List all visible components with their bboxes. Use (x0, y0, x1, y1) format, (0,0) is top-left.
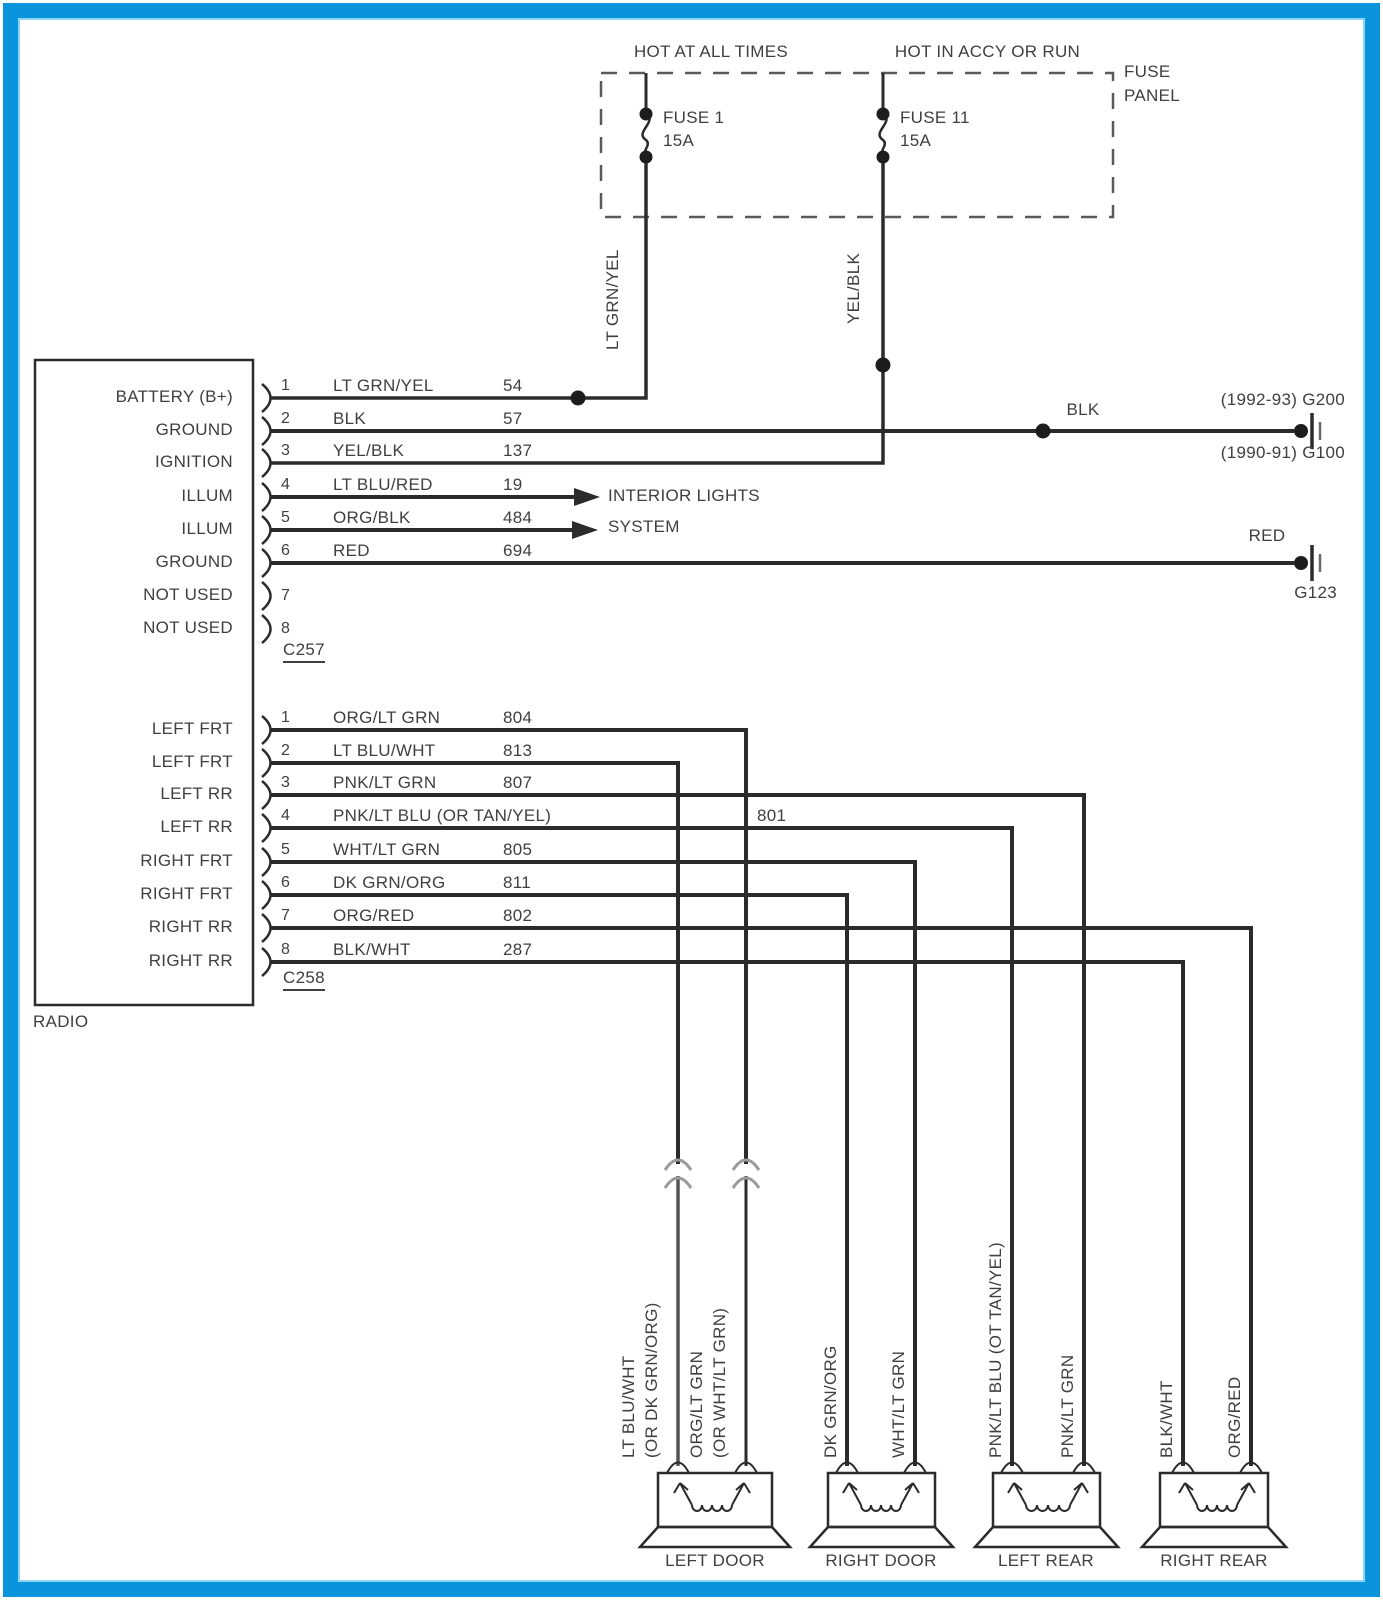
c257-ckt-1: 54 (503, 376, 523, 395)
c258-color-3: PNK/LT GRN (333, 773, 437, 792)
c257-fn-8: NOT USED (143, 618, 233, 637)
c258-pin-2: 2 (281, 742, 291, 759)
radio-label: RADIO (33, 1012, 89, 1031)
wire-org-red-802 (271, 928, 1251, 1466)
c258-fn-5: RIGHT FRT (140, 851, 233, 870)
c258-ckt-2: 813 (503, 741, 533, 760)
junction-dots (571, 108, 1051, 439)
c257-color-5: ORG/BLK (333, 508, 411, 527)
c257-fn-3: IGNITION (155, 452, 233, 471)
c258-color-8: BLK/WHT (333, 940, 411, 959)
c257-color-1: LT GRN/YEL (333, 376, 434, 395)
c257-pin-7: 7 (281, 587, 291, 604)
c257-pin-4: 4 (281, 476, 291, 493)
hot-in-accy-label: HOT IN ACCY OR RUN (894, 42, 1081, 61)
connector-c258-label: C258 (283, 968, 325, 991)
c257-fn-4: ILLUM (181, 486, 233, 505)
c257-ckt-2: 57 (503, 409, 523, 428)
blk-wire-label: BLK (1066, 400, 1100, 419)
c258-fn-4: LEFT RR (160, 817, 233, 836)
c258-color-2: LT BLU/WHT (333, 741, 436, 760)
speaker-left-rear-symbol (975, 1463, 1118, 1548)
c258-ckt-1: 804 (503, 708, 533, 727)
c257-wires (271, 431, 1294, 563)
wire-dk-grn-org-811 (271, 895, 847, 1466)
c257-ckt-4: 19 (503, 475, 523, 494)
c257-pin-3: 3 (281, 442, 291, 459)
ground-symbol-g123 (1294, 545, 1320, 581)
red-wire-label: RED (1248, 526, 1286, 545)
fuse1-rating: 15A (663, 131, 695, 150)
c258-pin-4: 4 (281, 807, 291, 824)
c257-pin-2: 2 (281, 410, 291, 427)
c257-pin-1: 1 (281, 377, 291, 394)
right-door-wire1-label: DK GRN/ORG (821, 1345, 840, 1458)
interior-lights-arrows (572, 488, 600, 539)
c258-fn-7: RIGHT RR (148, 917, 233, 936)
c257-ckt-5: 484 (503, 508, 533, 527)
left-door-wire2-label-line2: (OR WHT/LT GRN) (710, 1307, 729, 1458)
c258-fn-2: LEFT FRT (151, 752, 233, 771)
c257-ckt-3: 137 (503, 441, 533, 460)
c258-pin-5: 5 (281, 841, 291, 858)
connector-c258-brackets (262, 716, 271, 976)
right-door-wire2-label: WHT/LT GRN (889, 1350, 908, 1458)
c258-pin-6: 6 (281, 874, 291, 891)
c258-color-4: PNK/LT BLU (OR TAN/YEL) (333, 806, 552, 825)
right-rear-wire1-label: BLK/WHT (1157, 1380, 1176, 1458)
c257-color-4: LT BLU/RED (333, 475, 433, 494)
c258-fn-1: LEFT FRT (151, 719, 233, 738)
c258-color-5: WHT/LT GRN (333, 840, 441, 859)
c258-ckt-3: 807 (503, 773, 533, 792)
left-door-wire1-label-line2: (OR DK GRN/ORG) (642, 1302, 661, 1458)
interior-lights-label-line1: INTERIOR LIGHTS (608, 486, 760, 505)
c258-fn-6: RIGHT FRT (140, 884, 233, 903)
fuse11-name: FUSE 11 (900, 108, 970, 127)
c257-ckt-6: 694 (503, 541, 533, 560)
c258-fn-3: LEFT RR (160, 784, 233, 803)
c258-color-7: ORG/RED (333, 906, 415, 925)
ground-g123-label: G123 (1294, 583, 1337, 602)
c258-ckt-5: 805 (503, 840, 533, 859)
speaker-left-door-label: LEFT DOOR (665, 1551, 765, 1570)
ground-g200-label: (1992-93) G200 (1220, 390, 1345, 409)
c257-color-6: RED (333, 541, 370, 560)
c257-fn-6: GROUND (155, 552, 233, 571)
c258-color-1: ORG/LT GRN (333, 708, 441, 727)
left-rear-wire1-label: PNK/LT BLU (OT TAN/YEL) (986, 1242, 1005, 1458)
c258-pin-3: 3 (281, 774, 291, 791)
c257-pin-8: 8 (281, 620, 291, 637)
fuse-panel-label-line2: PANEL (1124, 86, 1180, 105)
fuse1-symbol (271, 73, 649, 398)
right-rear-wire2-label: ORG/RED (1225, 1376, 1244, 1458)
c257-fn-5: ILLUM (181, 519, 233, 538)
speaker-right-door-label: RIGHT DOOR (825, 1551, 937, 1570)
fuse1-name: FUSE 1 (663, 108, 725, 127)
c258-ckt-8: 287 (503, 940, 533, 959)
c257-color-3: YEL/BLK (333, 441, 405, 460)
c257-fn-1: BATTERY (B+) (115, 387, 233, 406)
connector-c257-brackets (262, 384, 271, 643)
c258-color-6: DK GRN/ORG (333, 873, 446, 892)
c258-pin-7: 7 (281, 907, 291, 924)
left-door-wire2-label-line1: ORG/LT GRN (687, 1350, 706, 1458)
c258-ckt-7: 802 (503, 906, 533, 925)
left-rear-wire2-label: PNK/LT GRN (1058, 1354, 1077, 1458)
wire-label-lt-grn-yel-vertical: LT GRN/YEL (603, 249, 622, 350)
fuse-panel-label-line1: FUSE (1124, 62, 1171, 81)
wire-label-yel-blk-vertical: YEL/BLK (844, 252, 863, 324)
speaker-right-rear-symbol (1142, 1463, 1286, 1548)
c257-pin-6: 6 (281, 542, 291, 559)
speaker-left-door-symbol (640, 1463, 790, 1548)
c257-fn-7: NOT USED (143, 585, 233, 604)
speaker-right-rear-label: RIGHT REAR (1160, 1551, 1268, 1570)
c257-pin-5: 5 (281, 509, 291, 526)
fuse11-rating: 15A (900, 131, 932, 150)
speaker-left-rear-label: LEFT REAR (998, 1551, 1094, 1570)
c258-ckt-4: 801 (757, 806, 787, 825)
hot-at-all-times-label: HOT AT ALL TIMES (633, 42, 789, 61)
c258-pin-1: 1 (281, 709, 291, 726)
interior-lights-label-line2: SYSTEM (608, 517, 680, 536)
ground-g100-label: (1990-91) G100 (1220, 443, 1345, 462)
c258-ckt-6: 811 (503, 873, 532, 892)
left-door-wire1-label-line1: LT BLU/WHT (619, 1355, 638, 1458)
c257-fn-2: GROUND (155, 420, 233, 439)
c257-color-2: BLK (333, 409, 367, 428)
speaker-right-door-symbol (810, 1463, 953, 1548)
c258-fn-8: RIGHT RR (148, 951, 233, 970)
connector-c257-label: C257 (283, 640, 325, 663)
c258-pin-8: 8 (281, 941, 291, 958)
